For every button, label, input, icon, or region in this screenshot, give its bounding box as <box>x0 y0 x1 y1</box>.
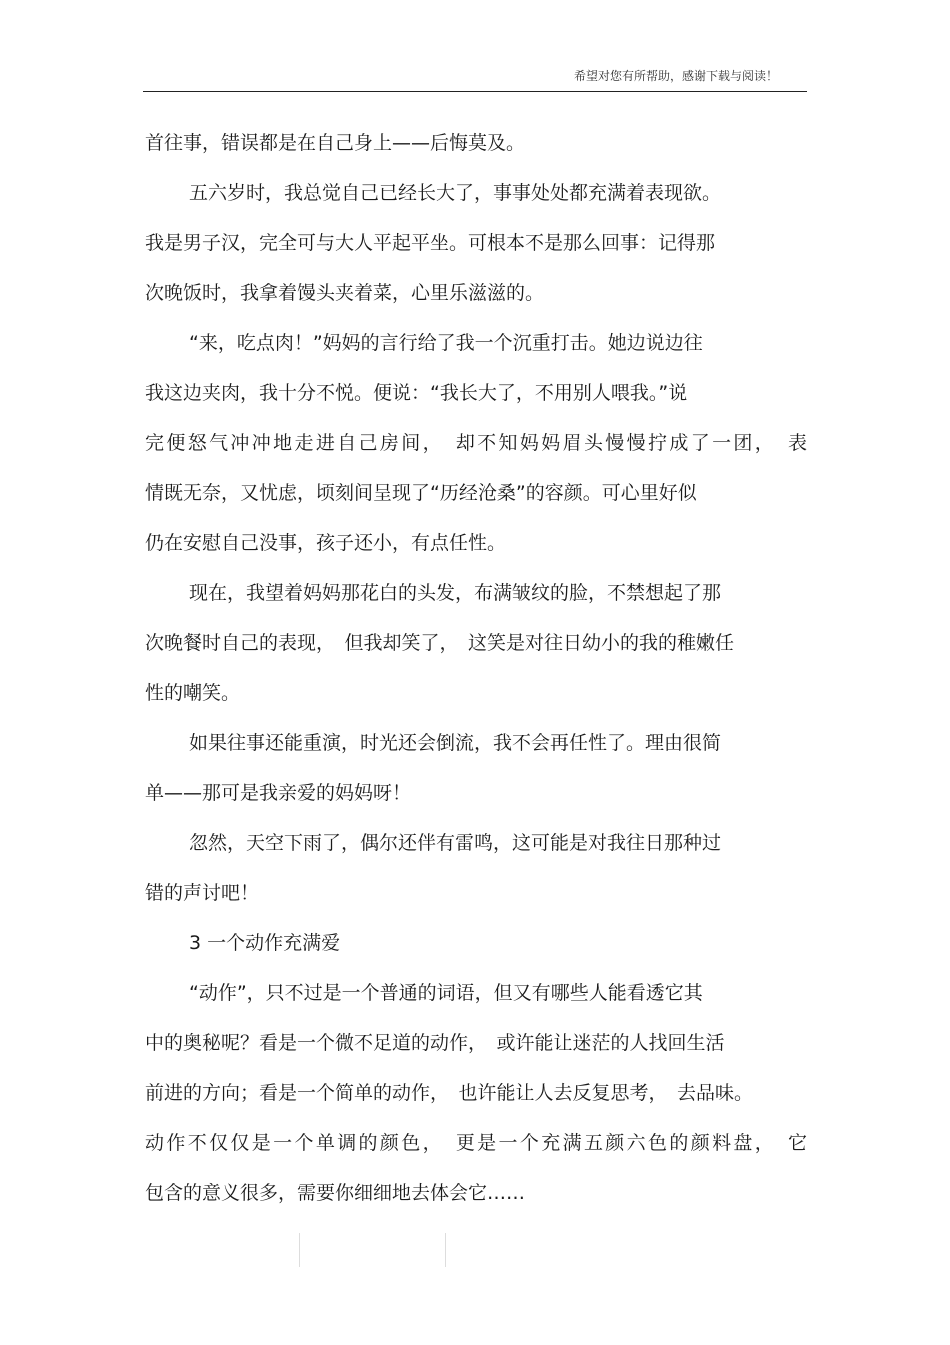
text-line: 情既无奈，又忧虑，顷刻间呈现了“历经沧桑”的容颜。可心里好似 <box>145 482 697 504</box>
text-line: 单——那可是我亲爱的妈妈呀！ <box>145 782 412 804</box>
section-heading: 3 一个动作充满爱 <box>189 932 341 954</box>
text-line: 动作不仅仅是一个单调的颜色， 更是一个充满五颜六色的颜料盘， 它 <box>145 1132 807 1154</box>
text-line: 仍在安慰自己没事，孩子还小，有点任性。 <box>145 532 507 554</box>
text-line: 如果往事还能重演，时光还会倒流，我不会再任性了。理由很简 <box>189 732 722 754</box>
text-line: 我这边夹肉，我十分不悦。便说：“我长大了，不用别人喂我。”说 <box>145 382 688 404</box>
text-line: 错的声讨吧！ <box>145 882 260 904</box>
page-header-text: 希望对您有所帮助，感谢下载与阅读！ <box>573 69 778 83</box>
text-line: 现在，我望着妈妈那花白的头发，布满皱纹的脸，不禁想起了那 <box>189 582 722 604</box>
text-line: 次晚餐时自己的表现， 但我却笑了， 这笑是对往日幼小的我的稚嫩任 <box>145 632 735 654</box>
text-line: 中的奥秘呢？看是一个微不足道的动作， 或许能让迷茫的人找回生活 <box>145 1032 725 1054</box>
text-line: 首往事，错误都是在自己身上——后悔莫及。 <box>145 132 526 154</box>
text-line: “来，吃点肉！”妈妈的言行给了我一个沉重打击。她边说边往 <box>189 332 703 354</box>
text-line: “动作”，只不过是一个普通的词语，但又有哪些人能看透它其 <box>189 982 703 1004</box>
text-line: 五六岁时，我总觉自己已经长大了，事事处处都充满着表现欲。 <box>189 182 722 204</box>
text-line: 次晚饭时，我拿着馒头夹着菜，心里乐滋滋的。 <box>145 282 545 304</box>
footer-divider-right <box>445 1233 446 1267</box>
text-line: 性的嘲笑。 <box>145 682 241 704</box>
footer-divider-left <box>299 1233 300 1267</box>
text-line: 前进的方向；看是一个简单的动作， 也许能让人去反复思考， 去品味。 <box>145 1082 754 1104</box>
text-line: 我是男子汉，完全可与大人平起平坐。可根本不是那么回事：记得那 <box>145 232 716 254</box>
text-line: 忽然，天空下雨了，偶尔还伴有雷鸣，这可能是对我往日那种过 <box>189 832 722 854</box>
header-divider <box>143 91 807 92</box>
text-line: 包含的意义很多，需要你细细地去体会它…… <box>145 1182 526 1204</box>
text-line: 完便怒气冲冲地走进自己房间， 却不知妈妈眉头慢慢拧成了一团， 表 <box>145 432 807 454</box>
